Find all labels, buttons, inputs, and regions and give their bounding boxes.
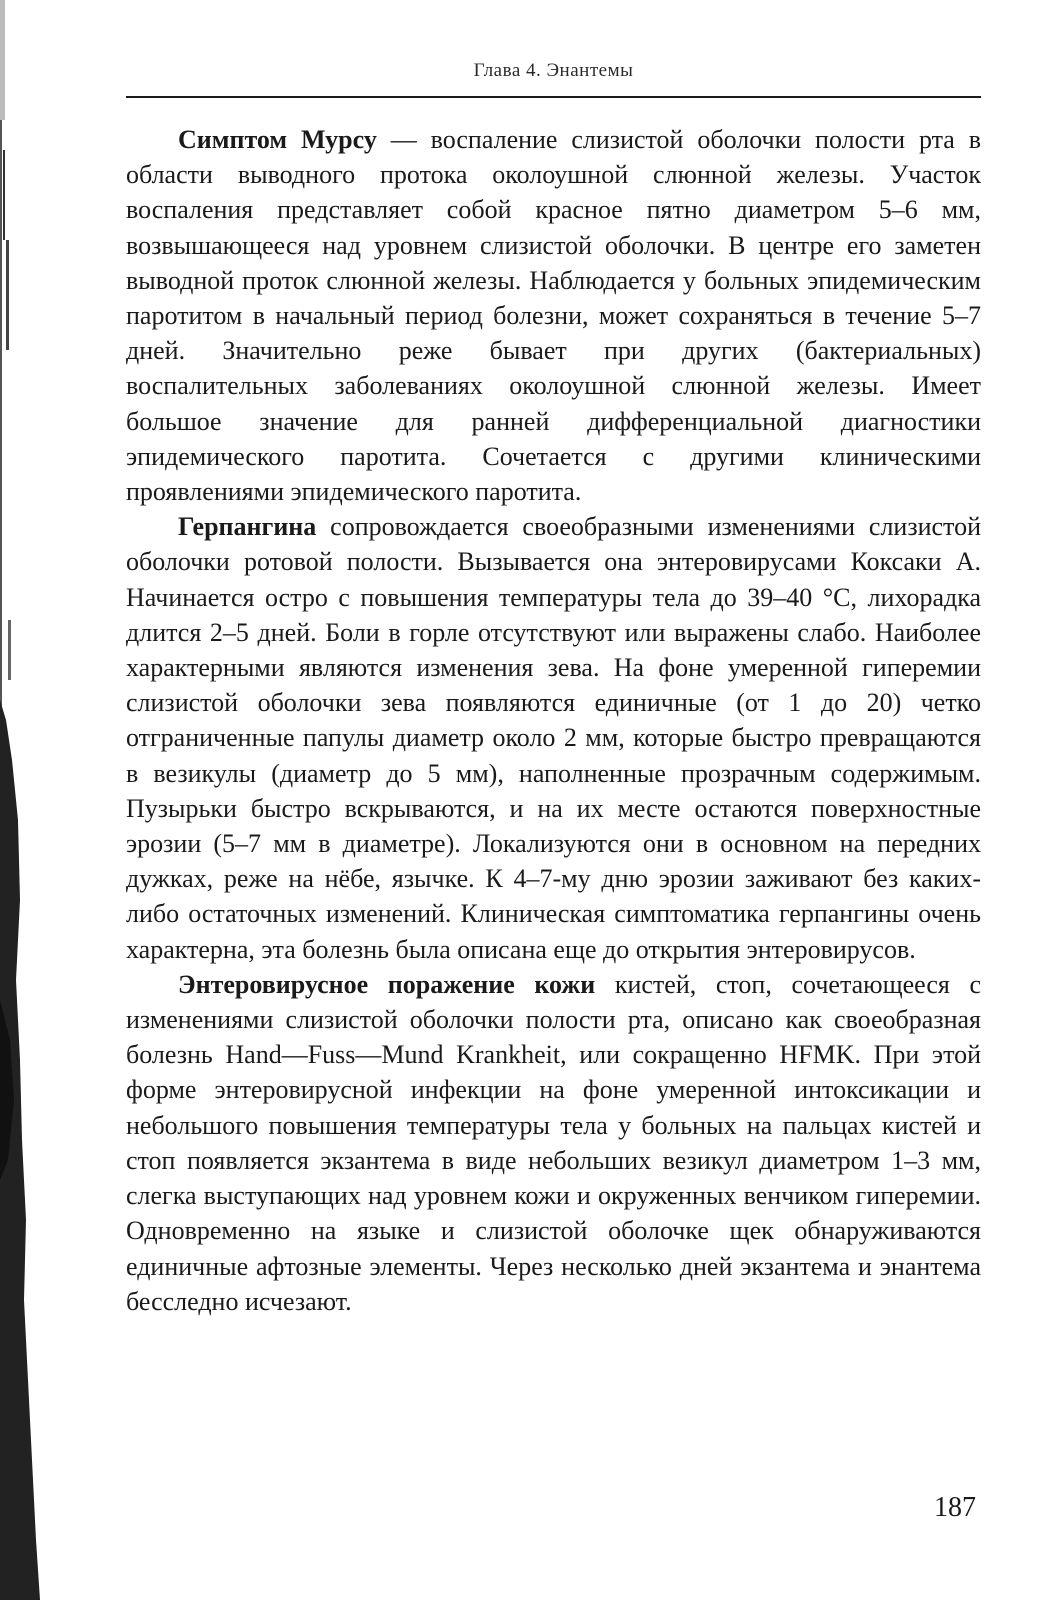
paragraph-text: сопровождается своеобразными изменениями слизистой оболочки ротовой полости. Вызывается она энтеровирусами Коксаки А. Начинается остро с повышения температуры тела до 39–40 °C, лихорадка длится 2–5 дней. Боли в горле отсутствуют или выражены слабо. Наиболее характерными являются изменения зева. На фоне умеренной гиперемии слизистой оболочки зева появляются единичные (от 1 до 20) четко отграниченные папулы диаметр около 2 мм, которые быстро превращаются в везикулы (диаметр до 5 мм), наполненные прозрачным содержимым. Пузырьки быстро вскрываются, и на их месте остаются поверхностные эрозии (5–7 мм в диаметре). Локализуются они в основном на передних дужках, реже на нёбе, язычке. К 4–7-му дню эрозии заживают без каких-либо остаточных изменений. Клиническая симптоматика герпангины очень характерна, эта болезнь была описана еще до открытия энтеровирусов. [126, 512, 981, 964]
body-text [126, 122, 981, 1319]
running-header: Глава 4. Энантемы [473, 60, 634, 81]
paragraph-text: — воспаление слизистой оболочки полости рта в области выводного протока околоушной слюнной железы. Участок воспаления представляет собой красное пятно диаметром 5–6 мм, возвышающееся над уровнем слизистой оболочки. В центре его заметен выводной проток слюнной железы. Наблюдается у больных эпидемическим паротитом в начальный период болезни, может сохраняться в течение 5–7 дней. Значительно реже бывает при других (бактериальных) воспалительных заболеваниях околоушной слюнной железы. Имеет большое значение для ранней дифференциальной диагностики эпидемического паротита. Сочетается с другими клиническими проявлениями эпидемического паротита. [126, 125, 981, 507]
term-heading: Герпангина [178, 512, 317, 542]
term-heading: Энтеровирусное поражение кожи [178, 969, 596, 999]
paragraph-text: кистей, стоп, сочетающееся с изменениями слизистой оболочки полости рта, описано как своеобразная болезнь Hand—Fuss—Mund Krankheit, или сокращенно HFMK. При этой форме энтеровирусной инфекции на фоне умеренной интоксикации и небольшого повышения температуры тела у больных на пальцах кистей и стоп появляется экзантема в виде небольших везикул диаметром 1–3 мм, слегка выступающих над уровнем кожи и окруженных венчиком гиперемии. Одновременно на языке и слизистой оболочке щек обнаруживаются единичные афтозные элементы. Через несколько дней экзантема и энантема бесследно исчезают. [126, 969, 981, 1316]
term-heading: Симптом Мурсу [178, 125, 377, 154]
paragraph-herpangina [126, 509, 981, 967]
header-divider [126, 96, 981, 98]
paragraph-mursu [126, 122, 981, 509]
paragraph-enterovirus-skin [126, 967, 981, 1319]
page-number: 187 [934, 1492, 976, 1523]
